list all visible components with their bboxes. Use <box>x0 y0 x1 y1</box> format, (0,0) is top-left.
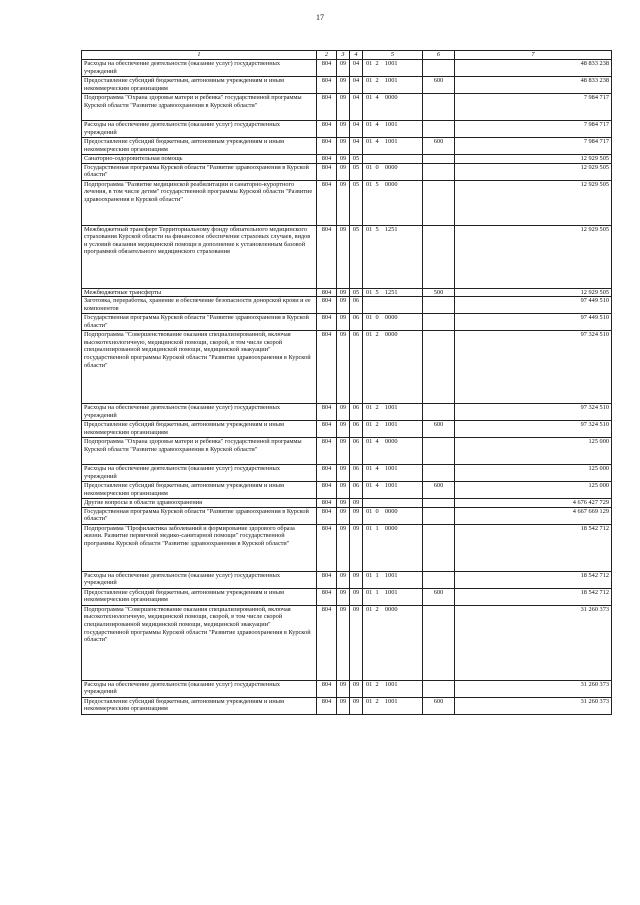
header-cell: 1 <box>82 51 317 60</box>
subsection-cell: 06 <box>350 297 363 314</box>
expense-type-cell <box>423 180 455 225</box>
line-item-name: Расходы на обеспечение деятельности (оказание услуг) государственных учреждений <box>82 680 317 697</box>
line-item-name: Предоставление субсидий бюджетным, автономным учреждениям и иным некоммерческим организациям <box>82 588 317 605</box>
target-article-cell: 01 2 1001 <box>363 421 423 438</box>
section-cell: 09 <box>337 77 350 94</box>
amount-cell: 7 984 717 <box>455 94 612 121</box>
table-row <box>82 180 612 225</box>
subsection-cell: 06 <box>350 438 363 465</box>
line-item-name: Подпрограмма "Совершенствование оказания специализированной, включая высокотехнологичную, медицинской помощи, скорой, в том числе скорой специализированной медицинской помощи, медицинской эвакуации" государственной программы Курской области "Развитие здравоохранения в Курской области" <box>82 605 317 680</box>
table-row <box>82 331 612 404</box>
table-row <box>82 421 612 438</box>
amount-cell: 97 324 510 <box>455 404 612 421</box>
section-cell: 09 <box>337 331 350 404</box>
amount-cell: 7 984 717 <box>455 121 612 138</box>
expense-type-cell <box>423 507 455 524</box>
amount-cell: 12 929 505 <box>455 225 612 288</box>
expense-type-cell <box>423 438 455 465</box>
subsection-cell: 09 <box>350 697 363 714</box>
ministry-code-cell: 804 <box>317 605 337 680</box>
subsection-cell: 09 <box>350 507 363 524</box>
target-article-cell: 01 5 1251 <box>363 225 423 288</box>
table-row <box>82 155 612 164</box>
subsection-cell: 09 <box>350 605 363 680</box>
subsection-cell: 06 <box>350 465 363 482</box>
subsection-cell: 05 <box>350 180 363 225</box>
section-cell: 09 <box>337 571 350 588</box>
amount-cell: 97 449 510 <box>455 314 612 331</box>
subsection-cell: 06 <box>350 421 363 438</box>
amount-cell: 31 260 373 <box>455 680 612 697</box>
target-article-cell: 01 5 1251 <box>363 288 423 297</box>
header-cell: 5 <box>363 51 423 60</box>
target-article-cell: 01 4 1001 <box>363 465 423 482</box>
section-cell: 09 <box>337 94 350 121</box>
line-item-name: Межбюджетный трансферт Территориальному фонду обязательного медицинского страхования Курской области на финансовое обеспечение страховых случаев, видов и условий оказания медицинской помощи в дополнение к установленным базовой программой обязательного медицинского страхования <box>82 225 317 288</box>
ministry-code-cell: 804 <box>317 421 337 438</box>
section-cell: 09 <box>337 680 350 697</box>
table-row <box>82 77 612 94</box>
table-row <box>82 297 612 314</box>
line-item-name: Подпрограмма "Профилактика заболеваний и формирование здорового образа жизни. Развитие первичной медико-санитарной помощи" государственной программы Курской области "Развитие здравоохранения в Курской области" <box>82 524 317 571</box>
ministry-code-cell: 804 <box>317 331 337 404</box>
section-cell: 09 <box>337 163 350 180</box>
ministry-code-cell: 804 <box>317 225 337 288</box>
amount-cell: 4 676 427 729 <box>455 499 612 508</box>
table-row <box>82 697 612 714</box>
table-row <box>82 94 612 121</box>
ministry-code-cell: 804 <box>317 499 337 508</box>
expense-type-cell <box>423 155 455 164</box>
section-cell: 09 <box>337 421 350 438</box>
subsection-cell: 04 <box>350 77 363 94</box>
section-cell: 09 <box>337 180 350 225</box>
line-item-name: Межбюджетные трансферты <box>82 288 317 297</box>
expense-type-cell: 600 <box>423 588 455 605</box>
subsection-cell: 06 <box>350 331 363 404</box>
line-item-name: Подпрограмма "Развитие медицинской реабилитации и санаторно-курортного лечения, в том числе детям" государственной программы Курской области "Развитие здравоохранения в Курской области" <box>82 180 317 225</box>
table-row <box>82 507 612 524</box>
header-cell: 7 <box>455 51 612 60</box>
expense-type-cell <box>423 297 455 314</box>
ministry-code-cell: 804 <box>317 588 337 605</box>
line-item-name: Предоставление субсидий бюджетным, автономным учреждениям и иным некоммерческим организациям <box>82 421 317 438</box>
subsection-cell: 05 <box>350 155 363 164</box>
subsection-cell: 09 <box>350 524 363 571</box>
subsection-cell: 09 <box>350 588 363 605</box>
header-cell: 3 <box>337 51 350 60</box>
line-item-name: Другие вопросы в области здравоохранения <box>82 499 317 508</box>
section-cell: 09 <box>337 60 350 77</box>
line-item-name: Заготовка, переработка, хранение и обеспечение безопасности донорской крови и ее компонентов <box>82 297 317 314</box>
section-cell: 09 <box>337 225 350 288</box>
amount-cell: 4 667 669 129 <box>455 507 612 524</box>
amount-cell: 31 260 373 <box>455 605 612 680</box>
line-item-name: Расходы на обеспечение деятельности (оказание услуг) государственных учреждений <box>82 60 317 77</box>
expense-type-cell: 600 <box>423 77 455 94</box>
ministry-code-cell: 804 <box>317 482 337 499</box>
expense-type-cell <box>423 571 455 588</box>
amount-cell: 12 929 505 <box>455 288 612 297</box>
amount-cell: 125 000 <box>455 465 612 482</box>
expense-type-cell: 600 <box>423 482 455 499</box>
expense-type-cell <box>423 225 455 288</box>
expense-type-cell <box>423 94 455 121</box>
amount-cell: 125 000 <box>455 438 612 465</box>
ministry-code-cell: 804 <box>317 314 337 331</box>
subsection-cell: 06 <box>350 482 363 499</box>
target-article-cell: 01 2 1001 <box>363 60 423 77</box>
table-row <box>82 571 612 588</box>
subsection-cell: 06 <box>350 404 363 421</box>
amount-cell: 97 449 510 <box>455 297 612 314</box>
header-cell: 6 <box>423 51 455 60</box>
table-header-row <box>82 51 612 60</box>
table-row <box>82 482 612 499</box>
section-cell: 09 <box>337 404 350 421</box>
subsection-cell: 05 <box>350 288 363 297</box>
expense-type-cell: 600 <box>423 138 455 155</box>
section-cell: 09 <box>337 288 350 297</box>
page-number: 17 <box>316 13 324 22</box>
target-article-cell: 01 2 0000 <box>363 605 423 680</box>
table-row <box>82 524 612 571</box>
section-cell: 09 <box>337 297 350 314</box>
table-row <box>82 680 612 697</box>
section-cell: 09 <box>337 605 350 680</box>
line-item-name: Расходы на обеспечение деятельности (оказание услуг) государственных учреждений <box>82 404 317 421</box>
subsection-cell: 04 <box>350 94 363 121</box>
line-item-name: Государственная программа Курской области "Развитие здравоохранения в Курской области" <box>82 163 317 180</box>
line-item-name: Государственная программа Курской области "Развитие здравоохранения в Курской области" <box>82 314 317 331</box>
section-cell: 09 <box>337 499 350 508</box>
amount-cell: 12 929 505 <box>455 180 612 225</box>
target-article-cell: 01 0 0000 <box>363 507 423 524</box>
section-cell: 09 <box>337 507 350 524</box>
amount-cell: 12 929 505 <box>455 163 612 180</box>
expense-type-cell <box>423 524 455 571</box>
table-row <box>82 314 612 331</box>
expense-type-cell <box>423 60 455 77</box>
table-row <box>82 605 612 680</box>
section-cell: 09 <box>337 697 350 714</box>
ministry-code-cell: 804 <box>317 77 337 94</box>
amount-cell: 18 542 712 <box>455 571 612 588</box>
ministry-code-cell: 804 <box>317 297 337 314</box>
target-article-cell: 01 2 1001 <box>363 680 423 697</box>
ministry-code-cell: 804 <box>317 507 337 524</box>
subsection-cell: 04 <box>350 138 363 155</box>
target-article-cell: 01 1 0000 <box>363 524 423 571</box>
header-cell: 4 <box>350 51 363 60</box>
section-cell: 09 <box>337 588 350 605</box>
line-item-name: Предоставление субсидий бюджетным, автономным учреждениям и иным некоммерческим организациям <box>82 138 317 155</box>
target-article-cell: 01 4 1001 <box>363 121 423 138</box>
subsection-cell: 06 <box>350 314 363 331</box>
target-article-cell: 01 2 1001 <box>363 697 423 714</box>
section-cell: 09 <box>337 524 350 571</box>
expense-type-cell <box>423 404 455 421</box>
target-article-cell: 01 5 0000 <box>363 180 423 225</box>
target-article-cell: 01 1 1001 <box>363 588 423 605</box>
ministry-code-cell: 804 <box>317 180 337 225</box>
line-item-name: Расходы на обеспечение деятельности (оказание услуг) государственных учреждений <box>82 121 317 138</box>
table-row <box>82 121 612 138</box>
table-row <box>82 404 612 421</box>
ministry-code-cell: 804 <box>317 571 337 588</box>
line-item-name: Предоставление субсидий бюджетным, автономным учреждениям и иным некоммерческим организациям <box>82 697 317 714</box>
expense-type-cell <box>423 331 455 404</box>
section-cell: 09 <box>337 121 350 138</box>
line-item-name: Предоставление субсидий бюджетным, автономным учреждениям и иным некоммерческим организациям <box>82 482 317 499</box>
target-article-cell: 01 0 0000 <box>363 314 423 331</box>
ministry-code-cell: 804 <box>317 155 337 164</box>
ministry-code-cell: 804 <box>317 680 337 697</box>
target-article-cell: 01 4 0000 <box>363 438 423 465</box>
ministry-code-cell: 804 <box>317 138 337 155</box>
target-article-cell: 01 0 0000 <box>363 163 423 180</box>
expense-type-cell: 600 <box>423 697 455 714</box>
table-row <box>82 288 612 297</box>
expense-type-cell <box>423 465 455 482</box>
ministry-code-cell: 804 <box>317 163 337 180</box>
table-row <box>82 138 612 155</box>
ministry-code-cell: 804 <box>317 697 337 714</box>
section-cell: 09 <box>337 465 350 482</box>
amount-cell: 97 324 510 <box>455 331 612 404</box>
expense-type-cell <box>423 605 455 680</box>
table-row <box>82 60 612 77</box>
section-cell: 09 <box>337 155 350 164</box>
ministry-code-cell: 804 <box>317 404 337 421</box>
table-row <box>82 588 612 605</box>
line-item-name: Подпрограмма "Охрана здоровья матери и ребенка" государственной программы Курской области "Развитие здравоохранения в Курской области" <box>82 94 317 121</box>
budget-table <box>81 50 612 715</box>
subsection-cell: 05 <box>350 163 363 180</box>
section-cell: 09 <box>337 314 350 331</box>
ministry-code-cell: 804 <box>317 121 337 138</box>
expense-type-cell <box>423 680 455 697</box>
line-item-name: Подпрограмма "Совершенствование оказания специализированной, включая высокотехнологичную, медицинской помощи, скорой, в том числе скорой специализированной медицинской помощи, медицинской эвакуации" государственной программы Курской области "Развитие здравоохранения в Курской области" <box>82 331 317 404</box>
subsection-cell: 09 <box>350 499 363 508</box>
section-cell: 09 <box>337 438 350 465</box>
target-article-cell: 01 2 1001 <box>363 404 423 421</box>
ministry-code-cell: 804 <box>317 524 337 571</box>
line-item-name: Санаторно-оздоровительная помощь <box>82 155 317 164</box>
ministry-code-cell: 804 <box>317 465 337 482</box>
table-row <box>82 438 612 465</box>
ministry-code-cell: 804 <box>317 438 337 465</box>
expense-type-cell <box>423 314 455 331</box>
target-article-cell: 01 2 0000 <box>363 331 423 404</box>
ministry-code-cell: 804 <box>317 288 337 297</box>
section-cell: 09 <box>337 138 350 155</box>
subsection-cell: 09 <box>350 571 363 588</box>
line-item-name: Государственная программа Курской области "Развитие здравоохранения в Курской области" <box>82 507 317 524</box>
target-article-cell: 01 4 1001 <box>363 138 423 155</box>
line-item-name: Расходы на обеспечение деятельности (оказание услуг) государственных учреждений <box>82 571 317 588</box>
target-article-cell <box>363 297 423 314</box>
amount-cell: 48 833 238 <box>455 77 612 94</box>
target-article-cell: 01 2 1001 <box>363 77 423 94</box>
subsection-cell: 09 <box>350 680 363 697</box>
target-article-cell: 01 4 1001 <box>363 482 423 499</box>
table-row <box>82 225 612 288</box>
line-item-name: Расходы на обеспечение деятельности (оказание услуг) государственных учреждений <box>82 465 317 482</box>
target-article-cell: 01 4 0000 <box>363 94 423 121</box>
subsection-cell: 04 <box>350 60 363 77</box>
expense-type-cell <box>423 499 455 508</box>
amount-cell: 7 984 717 <box>455 138 612 155</box>
table-body <box>82 60 612 715</box>
amount-cell: 18 542 712 <box>455 588 612 605</box>
amount-cell: 125 000 <box>455 482 612 499</box>
amount-cell: 12 929 505 <box>455 155 612 164</box>
line-item-name: Подпрограмма "Охрана здоровья матери и ребенка" государственной программы Курской области "Развитие здравоохранения в Курской области" <box>82 438 317 465</box>
table-row <box>82 499 612 508</box>
section-cell: 09 <box>337 482 350 499</box>
amount-cell: 18 542 712 <box>455 524 612 571</box>
expense-type-cell: 500 <box>423 288 455 297</box>
target-article-cell: 01 1 1001 <box>363 571 423 588</box>
header-cell: 2 <box>317 51 337 60</box>
expense-type-cell: 600 <box>423 421 455 438</box>
expense-type-cell <box>423 121 455 138</box>
table-row <box>82 163 612 180</box>
expense-type-cell <box>423 163 455 180</box>
amount-cell: 48 833 238 <box>455 60 612 77</box>
table-row <box>82 465 612 482</box>
ministry-code-cell: 804 <box>317 94 337 121</box>
ministry-code-cell: 804 <box>317 60 337 77</box>
line-item-name: Предоставление субсидий бюджетным, автономным учреждениям и иным некоммерческим организациям <box>82 77 317 94</box>
target-article-cell <box>363 499 423 508</box>
amount-cell: 97 324 510 <box>455 421 612 438</box>
amount-cell: 31 260 373 <box>455 697 612 714</box>
subsection-cell: 04 <box>350 121 363 138</box>
target-article-cell <box>363 155 423 164</box>
subsection-cell: 05 <box>350 225 363 288</box>
